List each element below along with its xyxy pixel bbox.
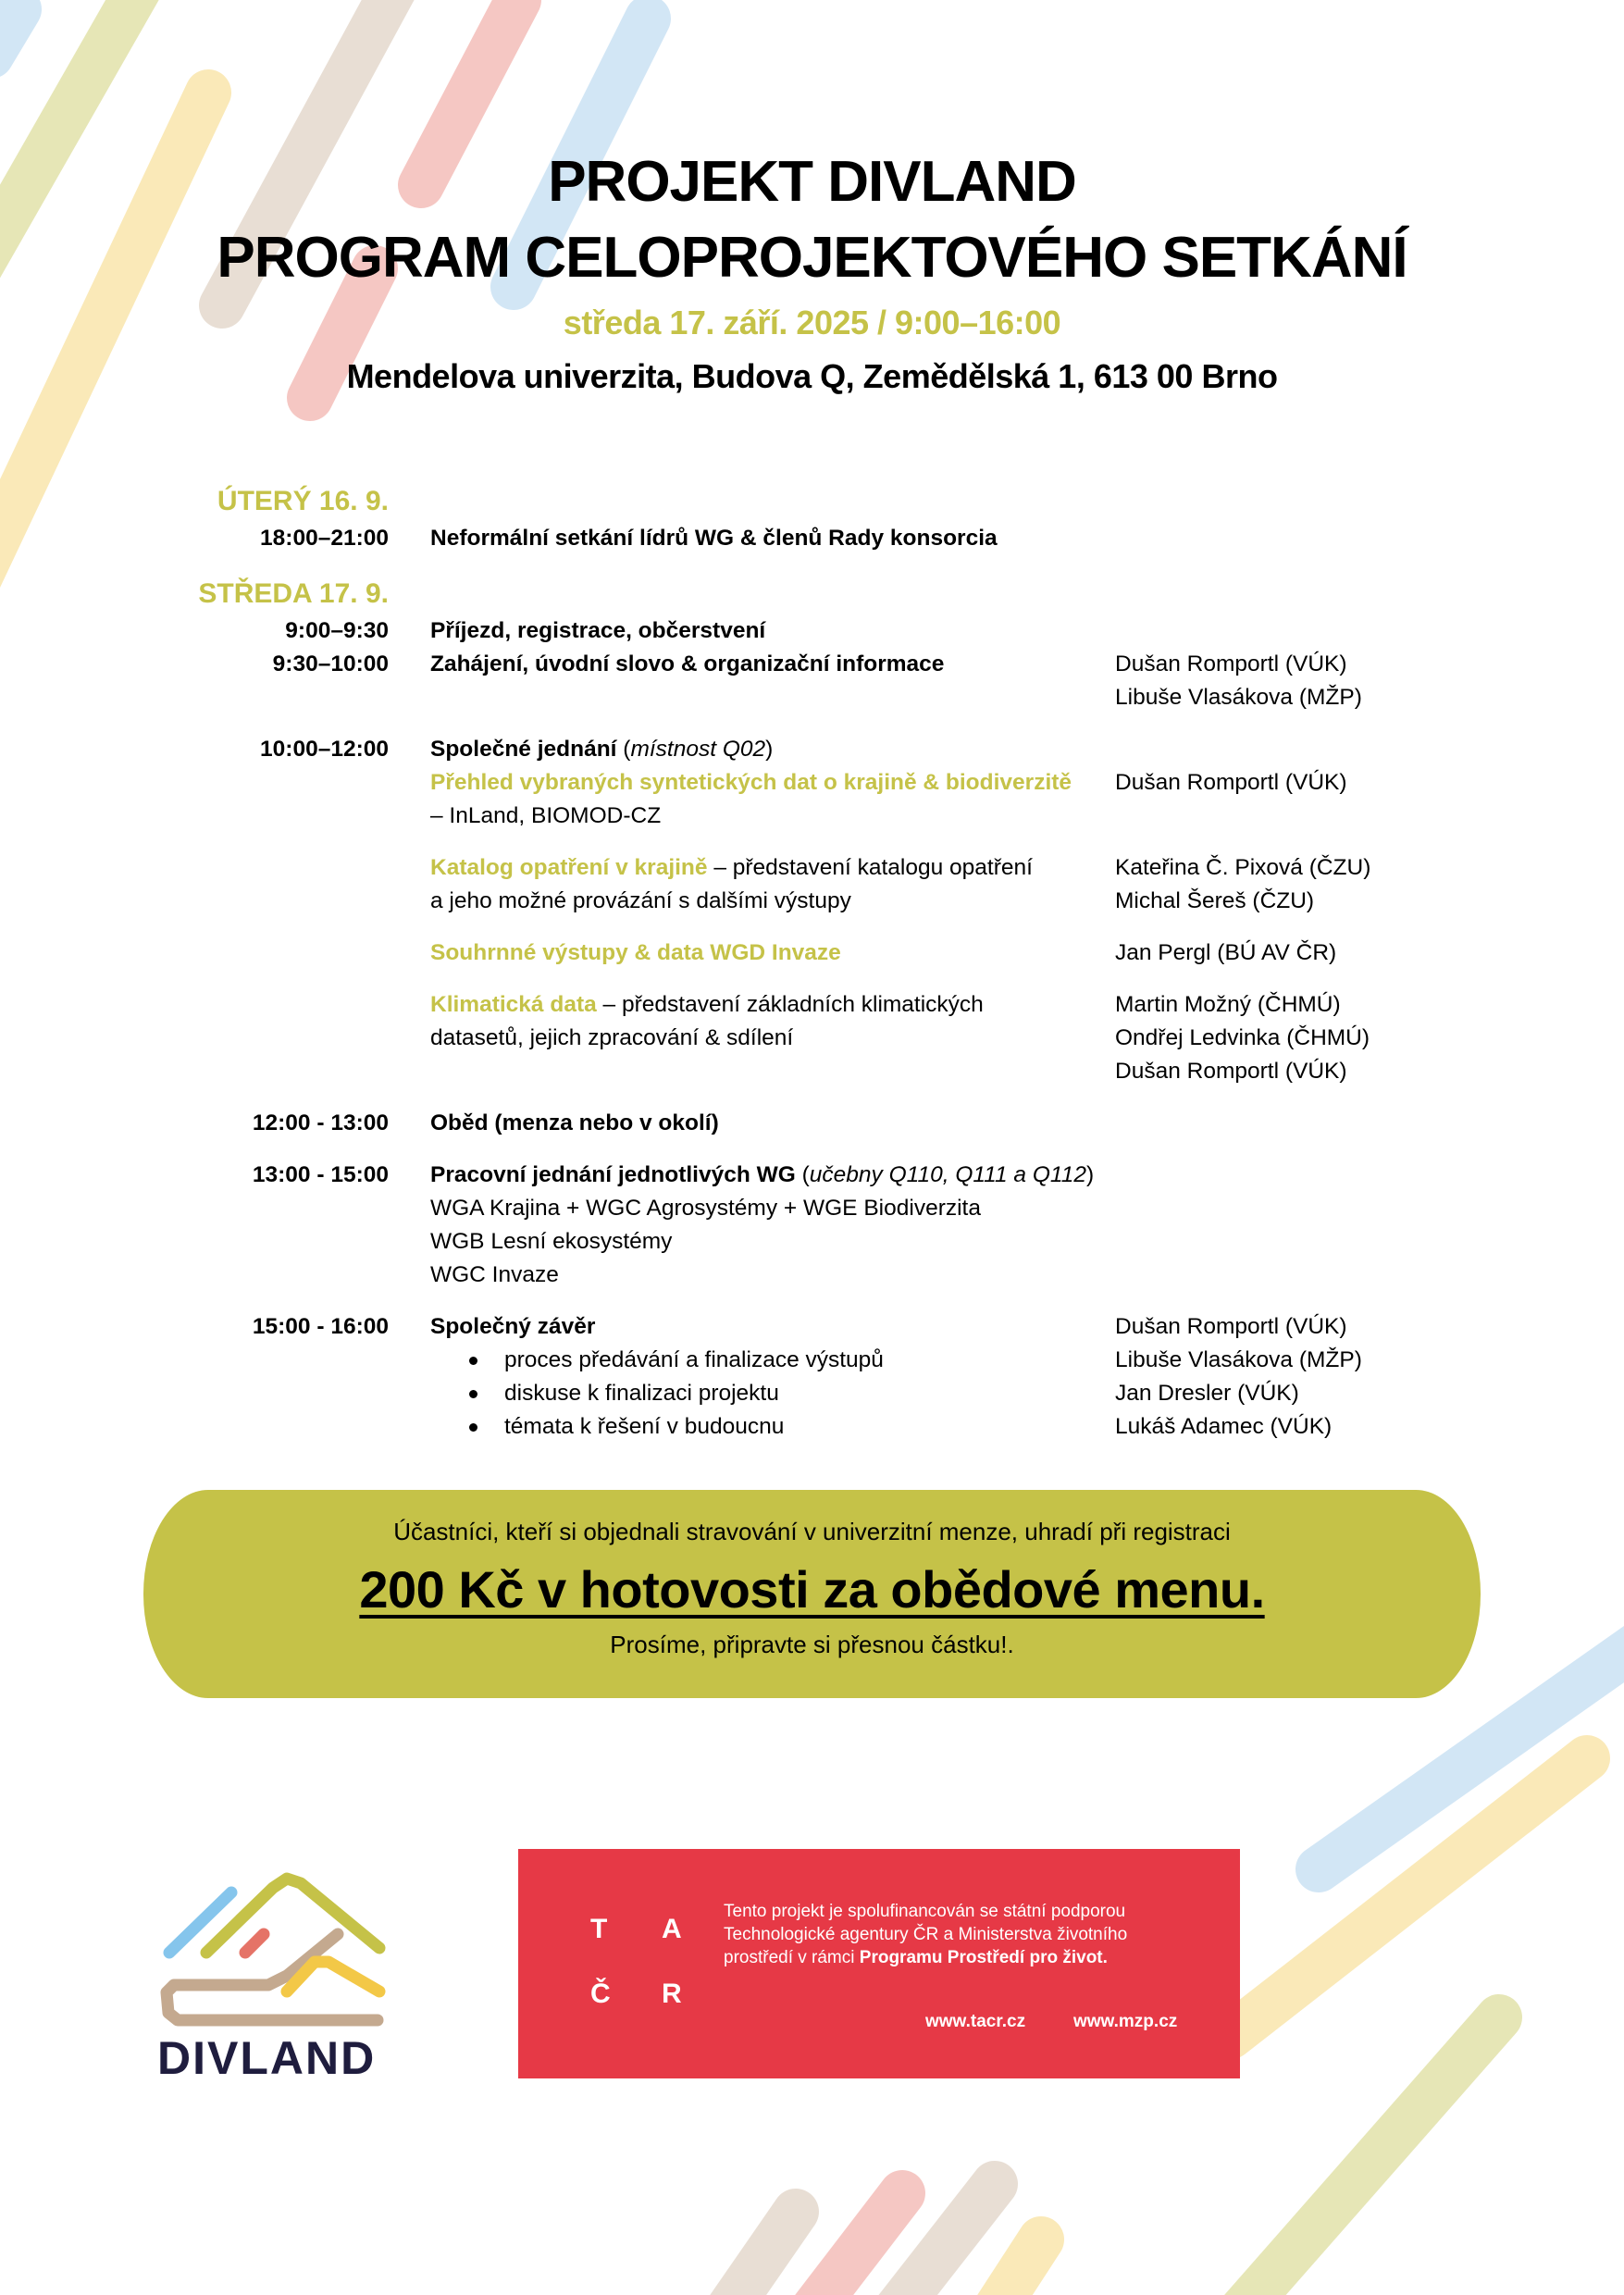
bullet-item: proces předávání a finalizace výstupů bbox=[504, 1344, 1106, 1377]
item-title: Společný závěr bbox=[430, 1314, 596, 1339]
workgroup-line: WGC Invaze bbox=[430, 1262, 559, 1287]
bullet-item: témata k řešení v budoucnu bbox=[504, 1410, 1106, 1444]
talk-description: – představení základních klimatických bbox=[596, 992, 984, 1017]
divland-mountain-logo-icon bbox=[157, 1842, 416, 2027]
day-heading-wednesday: STŘEDA 17. 9. bbox=[198, 578, 389, 609]
speaker: Martin Možný (ČHMÚ) bbox=[1115, 992, 1341, 1017]
speaker: Dušan Romportl (VÚK) bbox=[1115, 1314, 1347, 1339]
workgroup-line: WGA Krajina + WGC Agrosystémy + WGE Biodiverzita bbox=[430, 1196, 981, 1221]
speakers bbox=[1115, 988, 1370, 1088]
schedule-row bbox=[176, 522, 1434, 555]
speakers bbox=[1115, 648, 1362, 714]
speaker: Jan Pergl (BÚ AV ČR) bbox=[1115, 940, 1337, 965]
speakers bbox=[1115, 937, 1336, 970]
banner-line-3: Prosíme, připravte si přesnou částku!. bbox=[610, 1631, 1014, 1658]
talk-title: Katalog opatření v krajině bbox=[430, 855, 708, 880]
speaker: Dušan Romportl (VÚK) bbox=[1115, 770, 1347, 795]
tacr-letter-c: Č bbox=[590, 1979, 611, 2009]
schedule bbox=[176, 481, 1434, 1444]
event-venue: Mendelova univerzita, Budova Q, Zemědělská 1, 613 00 Brno bbox=[346, 357, 1278, 395]
tacr-letter-a: A bbox=[662, 1914, 682, 1944]
talk-title: Souhrnné výstupy & data WGD Invaze bbox=[430, 940, 841, 965]
speaker: Dušan Romportl (VÚK) bbox=[1115, 651, 1347, 676]
time-slot: 13:00 - 15:00 bbox=[252, 1162, 389, 1187]
speaker: Michal Šereš (ČZU) bbox=[1115, 888, 1315, 913]
item-title: Oběd (menza nebo v okolí) bbox=[430, 1110, 719, 1135]
talk bbox=[176, 988, 1434, 1088]
title-line-1: PROJEKT DIVLAND bbox=[548, 150, 1076, 214]
time-slot: 9:00–9:30 bbox=[285, 618, 389, 643]
divland-logo bbox=[157, 1842, 416, 2091]
tacr-funding-box bbox=[518, 1849, 1240, 2078]
time-slot: 9:30–10:00 bbox=[272, 651, 389, 676]
speakers bbox=[1115, 851, 1370, 918]
tacr-letter-r: R bbox=[662, 1979, 682, 2009]
schedule-row bbox=[176, 1107, 1434, 1140]
talk-title: Přehled vybraných syntetických dat o krajině & biodiverzitě bbox=[430, 770, 1072, 795]
item-title: Příjezd, registrace, občerstvení bbox=[430, 618, 766, 643]
speaker: Dušan Romportl (VÚK) bbox=[1115, 1059, 1347, 1084]
talk-description: a jeho možné provázání s dalšími výstupy bbox=[430, 888, 851, 913]
lunch-payment-banner bbox=[143, 1490, 1481, 1698]
time-slot: 18:00–21:00 bbox=[260, 526, 389, 551]
schedule-row: 10:00–12:00 Společné jednání (místnost Q02) bbox=[176, 733, 1434, 766]
talk-description: – představení katalogu opatření bbox=[707, 855, 1033, 880]
item-title: Pracovní jednání jednotlivých WG bbox=[430, 1162, 796, 1187]
event-date: středa 17. září. 2025 / 9:00–16:00 bbox=[563, 304, 1061, 341]
time-slot: 15:00 - 16:00 bbox=[252, 1314, 389, 1339]
talk bbox=[176, 851, 1434, 918]
day-heading-tuesday: ÚTERÝ 16. 9. bbox=[217, 486, 389, 516]
tacr-letter-t: T bbox=[590, 1914, 608, 1944]
title-line-2: PROGRAM CELOPROJEKTOVÉHO SETKÁNÍ bbox=[217, 226, 1407, 290]
schedule-row bbox=[176, 614, 1434, 648]
bullet-item: diskuse k finalizaci projektu bbox=[504, 1377, 1106, 1410]
speaker: Libuše Vlasákova (MŽP) bbox=[1115, 1347, 1362, 1372]
speaker: Ondřej Ledvinka (ČHMÚ) bbox=[1115, 1025, 1370, 1050]
item-title: Zahájení, úvodní slovo & organizační informace bbox=[430, 651, 945, 676]
talk bbox=[176, 766, 1434, 833]
funding-statement bbox=[724, 1900, 1205, 1969]
programme-name: Programu Prostředí pro život. bbox=[859, 1948, 1108, 1967]
mzp-website-link[interactable]: www.mzp.cz bbox=[1073, 2012, 1178, 2031]
tacr-website-link[interactable]: www.tacr.cz bbox=[925, 2012, 1026, 2031]
item-title: Společné jednání bbox=[430, 737, 617, 762]
speaker: Lukáš Adamec (VÚK) bbox=[1115, 1414, 1333, 1439]
bullet-list bbox=[430, 1344, 1106, 1444]
banner-line-1: Účastníci, kteří si objednali stravování v univerzitní menze, uhradí při registraci bbox=[393, 1518, 1231, 1545]
funding-text-line: prostředí v rámci bbox=[724, 1948, 860, 1967]
funding-text-line: Technologické agentury ČR a Ministerstva životního bbox=[724, 1925, 1128, 1944]
time-slot: 10:00–12:00 bbox=[260, 737, 389, 762]
time-slot: 12:00 - 13:00 bbox=[252, 1110, 389, 1135]
speaker: Libuše Vlasákova (MŽP) bbox=[1115, 685, 1362, 710]
logo-wordmark: DIVLAND bbox=[157, 2032, 377, 2084]
room-note: místnost Q02 bbox=[630, 737, 766, 762]
item-title: Neformální setkání lídrů WG & členů Rady konsorcia bbox=[430, 526, 998, 551]
room-note: učebny Q110, Q111 a Q112 bbox=[809, 1162, 1086, 1187]
schedule-row: 13:00 - 15:00 Pracovní jednání jednotlivých WG (učebny Q110, Q111 a Q112) WGA Krajina + WGC Agrosystémy + WGE Biodiverzita WGB Lesní ekosystémy WGC Invaze bbox=[176, 1159, 1434, 1292]
speakers bbox=[1115, 766, 1347, 800]
workgroup-line: WGB Lesní ekosystémy bbox=[430, 1229, 673, 1254]
speakers bbox=[1115, 1310, 1362, 1444]
banner-price: 200 Kč v hotovosti za obědové menu. bbox=[359, 1560, 1265, 1619]
funding-text-line: Tento projekt je spolufinancován se státní podporou bbox=[724, 1902, 1126, 1921]
speaker: Kateřina Č. Pixová (ČZU) bbox=[1115, 855, 1371, 880]
talk bbox=[176, 937, 1434, 970]
schedule-row bbox=[176, 648, 1434, 714]
talk-description: – InLand, BIOMOD-CZ bbox=[430, 803, 662, 828]
talk-title: Klimatická data bbox=[430, 992, 597, 1017]
speaker: Jan Dresler (VÚK) bbox=[1115, 1381, 1299, 1406]
talk-description: datasetů, jejich zpracování & sdílení bbox=[430, 1025, 794, 1050]
header bbox=[0, 148, 1624, 396]
schedule-row bbox=[176, 1310, 1434, 1444]
